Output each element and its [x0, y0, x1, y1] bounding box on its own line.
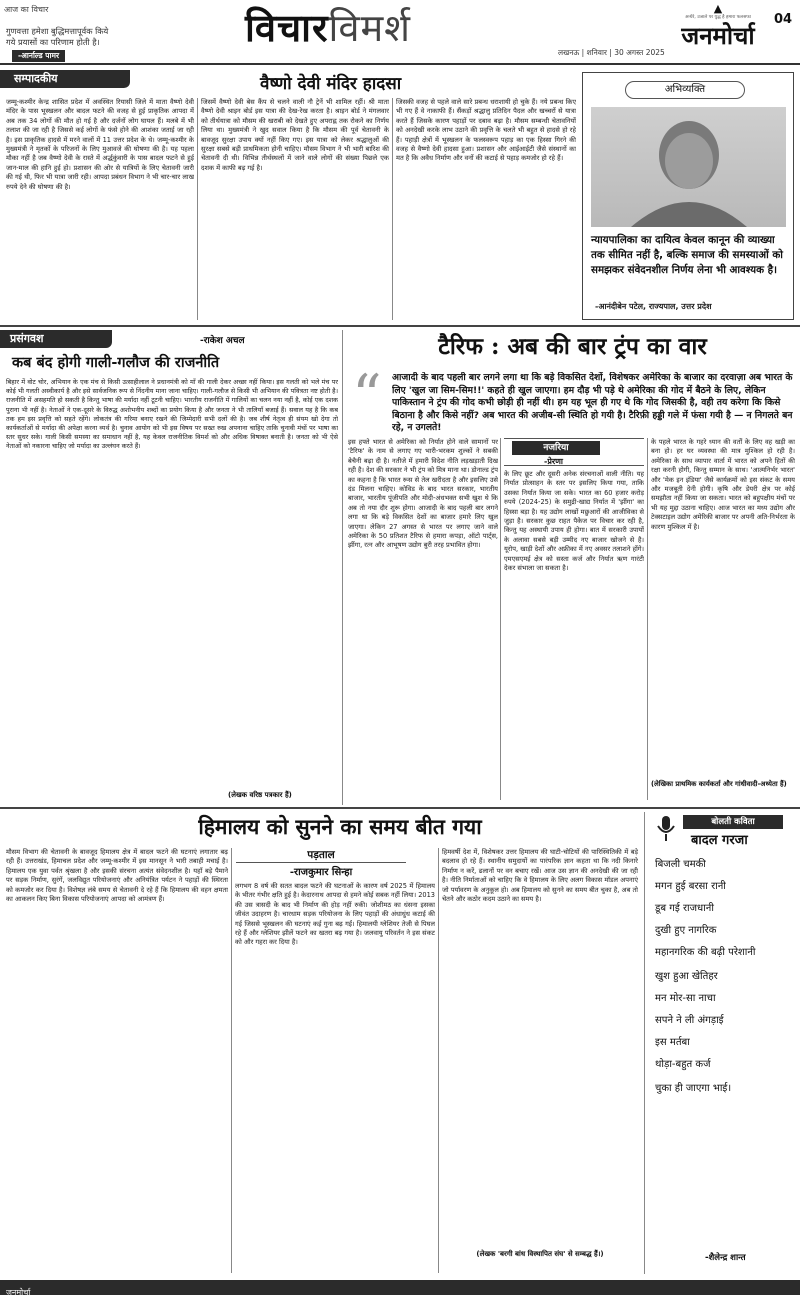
- header: [0, 0, 800, 65]
- nazariya-tag: नजरिया: [512, 441, 600, 455]
- prasangvash-footer: (लेखक वरिष्ठ पत्रकार हैं): [228, 791, 292, 799]
- opinion-attribution: -आनंदीबेन पटेल, राज्यपाल, उत्तर प्रदेश: [595, 302, 712, 311]
- poem-lines: [655, 858, 795, 1104]
- dateline: लखनऊ | शनिवार | 30 अगस्त 2025: [558, 48, 665, 57]
- himalaya-headline: हिमालय को सुनने का समय बीत गया: [198, 814, 482, 839]
- section-rule: [0, 807, 800, 809]
- poem-line: मगन हुई बरसा रानी: [655, 881, 726, 892]
- poem-tag-box: [651, 812, 795, 848]
- poem-title: बादल गरजा: [691, 833, 748, 848]
- tariff-col-1: इस हफ्ते भारत से अमेरिका को निर्यात होने वाले सामानों पर 'टैरिफ' के नाम से लगाए गए भारी-भरकम शुल्कों ने सबकी बेचैनी बढ़ा दी है। नतीजे में हमारी विदेश नीति लड़खड़ाती दिख रही है। देश की सरकार ने भी ट्रंप को मित्र माना था। डोनाल्ड ट्रंप का कहना है कि भारत रूस से तेल खरीदता है और इसलिए उसे दंड मिलना चाहिए। कोविड के बाद भारत सरकार, भारतीय बाजार, भारतीय पूंजीपति और मोदी-अंधभक्त सभी खुश थे कि अब तो नया दौर शुरू होगा। आजादी के बाद पहली बार लगने लगा था कि बड़े विकसित देशों का बाजार हमारे लिए खुल जाएगा। लेकिन 27 अगस्त से भारत पर लगाए जाने वाले अमेरिका के 50 प्रतिशत टैरिफ से हमारा कपड़ा, ऑटो पार्ट्स, झींगा, रत्न और आभूषण उद्योग बुरी तरह प्रभावित होगा।: [348, 438, 498, 550]
- prasangvash-headline: कब बंद होगी गाली-गलौज की राजनीति: [12, 354, 220, 371]
- poem-line: थोड़ा-बहुत कर्ज: [655, 1059, 711, 1070]
- editorial-col-1: जम्मू-कश्मीर केन्द्र शासित प्रदेश में अवस्थित रियासी जिले में माता वैष्णो देवी मंदिर के पास भूस्खलन और बादल फटने की वजह से हुई प्राकृतिक आपदा में अब तक 34 लोगों की मौत हो गई है और दर्जनों लोग घायल हैं। मलबे में भी तलाश की जा रही है जिससे कई लोगों के फंसे होने की आशंका जताई जा रही है। इस प्राकृतिक हादसे में मरने वालों में 11 उत्तर प्रदेश के थे। जम्मू-कश्मीर के मुख्यमंत्री ने मृतकों के परिजनों के लिए मुआवजे की घोषणा की है। यह पहला मौका नहीं है जब वैष्णो देवी के रास्ते में अर्द्धकुंवारी के पास बादल फटने से हुई जान-माल की हानि हुई हो। प्रशासन की ओर से यात्रियों के लिए चेतावनी जारी की गई थी, फिर भी यात्रा जारी रही। आपदा प्रबंधन विभाग ने भी चार-चार लाख रुपये देने की घोषणा की है।: [6, 98, 194, 191]
- portrait-icon: [591, 107, 786, 227]
- editorial-headline: वैष्णो देवी मंदिर हादसा: [260, 74, 402, 94]
- himalaya-byline: -राजकुमार सिन्हा: [289, 867, 353, 878]
- editorial-col-2: जिसमें वैष्णो देवी बेस कैंप से चलने वाली नौ ट्रेनें भी शामिल रहीं। श्री माता वैष्णो देवी श्राइन बोर्ड इस यात्रा की देख-रेख करता है। श्राइन बोर्ड ने मंगलवार को तीर्थयात्रा को मौसम की खराबी को देखते हुए अपराह्न तक रोकने का निर्णय लिया था। मुख्यमंत्री ने खुद सवाल किया है कि मौसम की पूर्व चेतावनी के बावजूद सुरक्षा उपाय क्यों नहीं किए गए। इस यात्रा को लेकर श्रद्धालुओं की सुरक्षा सबसे बड़ी प्राथमिकता होनी चाहिए। मौसम विभाग ने भी भारी बारिश की चेतावनी दी थी। विभिन्न तीर्थस्थलों में जाने वाले लोगों की संख्या पिछले एक दशक में काफी बढ़ गई है।: [201, 98, 389, 172]
- opinion-tag: अभिव्यक्ति: [625, 81, 745, 99]
- brand-name: जनमोर्चा: [681, 21, 755, 50]
- page-number: 04: [774, 12, 793, 27]
- quote-line-1: गुणवत्ता हमेशा बुद्धिमत्तापूर्वक किये: [6, 26, 109, 36]
- prasangvash-byline: -राकेश अचल: [200, 336, 245, 346]
- editorial-tag: सम्पादकीय: [0, 70, 130, 88]
- footer-strip: [0, 1280, 800, 1295]
- prasangvash-body: बिहार में वोट चोर, अभियान के एक मंच से किसी उत्साहीलाल ने प्रधानमंत्री को माँ की गाली देकर अच्छा नहीं किया। इस गलती को भले मंच पर कोई भी गलती अस्वीकार्य है और इसे सार्वजनिक रूप से निंदनीय माना जाना चाहिए। गाली-गलौज से किसी भी अभियान की पवित्रता नष्ट होती है। राजनीति में असहमति हो सकती है किन्तु भाषा की मर्यादा नहीं टूटनी चाहिए। भारतीय राजनीति में गालियों का चलन नया नहीं है, कोई एक दशक पुराना भी नहीं है। नेताओं ने एक-दूसरे के विरुद्ध अशोभनीय शब्दों का प्रयोग किया है और जनता ने भी तालियाँ बजाई हैं। सवाल यह है कि कब तक हम इस प्रवृत्ति को सहते रहेंगे। लोकतंत्र की गरिमा बनाए रखने की जिम्मेदारी सभी दलों की है। जब शीर्ष नेतृत्व ही संयम खो देगा तो कार्यकर्ताओं से मर्यादा की अपेक्षा करना व्यर्थ है। चुनाव आयोग को भी इस विषय पर सख्त रुख अपनाना चाहिए ताकि चुनावी मंचों पर भाषा का स्तर सुधर सके। गाली किसी समस्या का समाधान नहीं है, यह केवल राजनीतिक विमर्श को और अधिक विषाक्त बनाती है। जनता को भी ऐसे नेताओं को नकारना चाहिए जो मर्यादा का उल्लंघन करते हैं।: [6, 378, 338, 451]
- brand-tagline: अन्धेरे, उजाले पर युद्ध है हमारा फलसफा: [685, 15, 751, 20]
- poem-line: दुखी हुए नागरिक: [655, 925, 717, 936]
- poem-line: महानगरिक की बढ़ी परेशानी: [655, 947, 756, 958]
- aaj-ka-vichar-tag: आज का विचार: [4, 5, 49, 14]
- section-rule: [0, 325, 800, 327]
- divider: [500, 438, 501, 800]
- poem-line: सपने ने ली अंगड़ाई: [655, 1015, 724, 1026]
- portrait-photo: [591, 107, 786, 227]
- poem-line: चुका ही जाएगा भाई।: [655, 1083, 732, 1094]
- prasangvash-tag: प्रसंगवश: [0, 330, 112, 348]
- poem-tag: बोलती कविता: [683, 815, 783, 829]
- poem-line: खुश हुआ खेतिहर: [655, 971, 718, 982]
- poem-line: इस मर्तबा: [655, 1037, 690, 1048]
- tariff-footer: (लेखिका प्राथमिक कार्यकर्ता और गांधीवादी-अध्येता हैं): [651, 780, 787, 788]
- tariff-lede: आजादी के बाद पहली बार लगने लगा था कि बड़े विकसित देशों, विशेषकर अमेरिका के बाजार का दरवाज़ा अब भारत के लिए 'खुल जा सिम-सिम!!' कहते ही खुल जाएगा। हम दौड़ भी पड़े थे अमेरिका की गोद में बैठने के लिए, लेकिन पाकिस्तान ने ट्रंप की गोद कभी छोड़ी ही नहीं थी। हम यह भूल ही गए थे कि गोद जिसकी है, वही तय करेगा कि किसे बिठाना है और किसे नहीं? अब भारत की अजीब-सी स्थिति हो गयी है। टैरिफ़ी हड्डी गले में फंसा गयी है — न निगलते बन रहे, न उगलते!: [392, 372, 793, 434]
- divider: [647, 438, 648, 800]
- poem-author: -शैलेन्द्र शान्त: [705, 1253, 746, 1263]
- masthead-vimarsh: विमर्श: [328, 6, 412, 50]
- divider: [438, 848, 439, 1273]
- quote-line-2: गये प्रयासों का परिणाम होती है।: [6, 37, 100, 47]
- himalaya-col-3: हिमवर्षी देश में, विशेषकर उत्तर हिमालय की घाटी-चोटियों की पारिस्थितिकी में बड़े बदलाव हो रहे हैं। स्थानीय समुदायों का पारंपरिक ज्ञान कहता था कि नदी किनारे निर्माण न करें, ढलानों पर वन बचाए रखें। आज उस ज्ञान की अनदेखी की जा रही है। नीति निर्माताओं को चाहिए कि वे हिमालय के लिए अलग विकास मॉडल अपनाएं जो पर्यावरण के अनुकूल हो। अब हिमालय को सुनने का समय बीत चुका है, अब तो चेतने और कठोर कदम उठाने का समय है।: [442, 848, 638, 904]
- padtal-tag: पड़ताल: [236, 848, 406, 863]
- himalaya-footer: (लेखक 'बरगी बांध विस्थापित संघ' से सम्बद्ध हैं।): [476, 1250, 604, 1258]
- divider: [392, 98, 393, 320]
- brand-logo-icon: ▲: [713, 2, 723, 15]
- quote-mark-icon: “: [352, 362, 382, 430]
- tariff-headline: टैरिफ : अब की बार ट्रंप का वार: [438, 333, 707, 360]
- masthead: [245, 4, 411, 52]
- opinion-quote: न्यायपालिका का दायित्व केवल कानून की व्याख्या तक सीमित नहीं है, बल्कि समाज की समस्याओं को समझकर संवेदनशील निर्णय लेना भी आवश्यक है।: [591, 234, 783, 276]
- divider: [231, 848, 232, 1273]
- nazariya-author: -प्रेरणा: [544, 457, 564, 466]
- poem-line: मन मोर-सा नाचा: [655, 993, 716, 1004]
- tariff-col-3: के पहले भारत के गहरे ध्यान की वर्तों के लिए वह खड़ी का बना हो। हर घर व्यवस्था की मात्र मुश्किल हो रही है। अमेरिका के साथ व्यापार वार्ता में भारत को अपने हितों की रक्षा करनी होगी, किन्तु सम्मान के साथ। 'आत्मनिर्भर भारत' और 'मेक इन इंडिया' जैसे कार्यक्रमों को इस संकट के समय और मजबूती देनी होगी। कृषि और डेयरी क्षेत्र पर कोई समझौता नहीं किया जा सकता। भारत को बहुपक्षीय मंचों पर भी यह मुद्दा उठाना चाहिए। आज भारत का मध्य उद्योग और टेक्सटाइल उद्योग अमेरिकी बाजार पर अपनी अति-निर्भरता के कारण मुश्किल में है।: [651, 438, 795, 531]
- himalaya-col-2: लगभग 8 वर्ष की सतत बादल फटने की घटनाओं के कारण वर्ष 2025 में हिमालय के भीतर गंभीर क्षति हुई है। केदारनाथ आपदा से हमने कोई सबक नहीं लिया। 2013 की उस त्रासदी के बाद भी निर्माण की होड़ नहीं रुकी। जोशीमठ का धंसना इसका जीवंत उदाहरण है। चारधाम सड़क परियोजना के लिए पहाड़ों की अंधाधुंध कटाई की गई जिससे भूस्खलन की घटनाएं कई गुना बढ़ गईं। हिमालयी ग्लेशियर तेजी से पिघल रहे हैं और ग्लेशियर झीलें फटने का खतरा बढ़ गया है। जलवायु परिवर्तन ने इस संकट को और गहरा कर दिया है।: [235, 882, 435, 947]
- footer-strip-label: जनमोर्चा: [6, 1288, 31, 1295]
- divider: [197, 98, 198, 320]
- divider: [342, 330, 343, 805]
- quote-author: -आर्नाल्ड पामर: [12, 50, 65, 62]
- nazariya-box: [504, 438, 644, 466]
- opinion-box: [582, 72, 794, 320]
- editorial-col-3: जिसकी वजह से पहले वाले सारे प्रबन्ध धराशायी हो चुके हैं। नये प्रबन्ध किए भी गए हैं वे नाकाफी हैं। सैंकड़ों श्रद्धालु प्रतिदिन पैदल और खच्चरों से यात्रा करते हैं जिसके कारण पहाड़ों पर दबाव बढ़ा है। मौसम सम्बन्धी चेतावनियों को अनदेखी करके लाभ उठाने की प्रवृत्ति के चलते भी बहुत से हादसे हो रहे हैं। पहाड़ी क्षेत्रों में भूस्खलन के फलस्वरूप पहाड़ का एक हिस्सा गिरने की वजह से वैष्णो देवी हादसा हुआ। प्रशासन और आईआईटी जैसे संस्थानों का मत है कि अवैध निर्माण और वनों की कटाई से पहाड़ कमजोर हो रहे हैं।: [396, 98, 576, 163]
- microphone-icon: [653, 814, 679, 844]
- poem-line: डूब गई राजधानी: [655, 903, 714, 914]
- brand-block: [664, 3, 772, 51]
- masthead-vichar: विचार: [245, 5, 329, 50]
- tariff-col-2: के लिए छूट और दूसरी अनेक संरचनाओं वाली नीति। यह निर्यात प्रोत्साहन के स्तर पर इसलिए किया गया, ताकि उसका निर्यात किया जा सके। भारत का 60 हजार करोड़ रुपये (2024-25) के समुद्री-खाद्य निर्यात में 'झींगा' का हिस्सा बड़ा है। यह उद्योग लाखों मछुआरों की आजीविका से जुड़ा है। सरकार कुछ राहत पैकेज पर विचार कर रही है, किन्तु यह अस्थायी उपाय ही होगा। बात में सरकारी उपायों के अलावा सबसे बड़ी उम्मीद नए बाजार खोजने से है। यूरोप, खाड़ी देशों और अफ्रीका में नए अवसर तलाशने होंगे। एमएसएमई क्षेत्र को सस्ता कर्ज और निर्यात ऋण गारंटी देकर संभाला जा सकता है।: [504, 470, 644, 573]
- poem-box: [644, 812, 796, 1274]
- himalaya-col-1: मौसम विभाग की चेतावनी के बावजूद हिमालय क्षेत्र में बादल फटने की घटनाएं लगातार बढ़ रही हैं। उत्तराखंड, हिमाचल प्रदेश और जम्मू-कश्मीर में इस मानसून ने भारी तबाही मचाई है। हिमालय एक युवा पर्वत श्रृंखला है और इसकी संरचना अत्यंत संवेदनशील है। यहाँ बड़े पैमाने पर सड़क निर्माण, सुरंगें, जलविद्युत परियोजनाएं और अनियंत्रित पर्यटन ने पहाड़ों की स्थिरता को कमजोर कर दिया है। विशेषज्ञ लंबे समय से चेतावनी दे रहे हैं कि हिमालय की वहन क्षमता का आकलन किए बिना विकास परियोजनाएं आपदा को आमंत्रण हैं।: [6, 848, 228, 904]
- poem-line: बिजली चमकी: [655, 859, 706, 870]
- header-quote: [6, 26, 166, 48]
